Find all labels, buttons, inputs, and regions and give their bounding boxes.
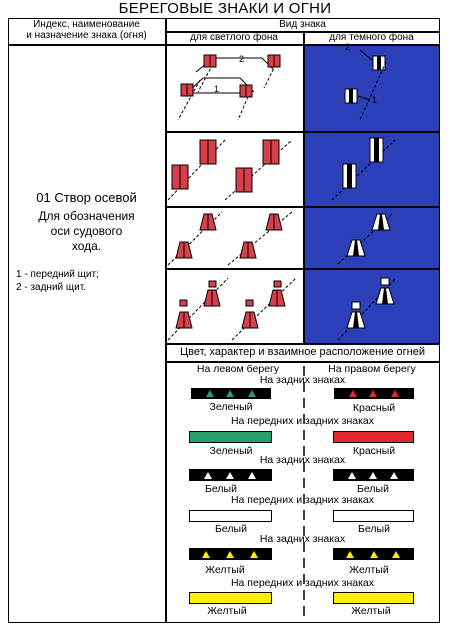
yellow-steady-strip-left — [189, 592, 272, 604]
white-label-3: Белый — [215, 523, 247, 535]
sign-legend: 1 - передний щит; 2 - задний щит. — [16, 269, 99, 293]
group2-front-rear-label: На передних и задних знаках — [230, 415, 375, 427]
red-flash-strip — [334, 388, 414, 399]
white-light-6 — [390, 472, 398, 479]
sign-name: 01 Створ осевой — [36, 190, 137, 205]
dark-label-2: 2 — [345, 42, 351, 52]
red-label-2: Красный — [352, 445, 396, 457]
page-title: БЕРЕГОВЫЕ ЗНАКИ И ОГНИ — [118, 0, 332, 17]
white-label-4: Белый — [358, 523, 390, 535]
dark-label-1: 1 — [372, 95, 378, 105]
green-label-1: Зеленый — [209, 401, 253, 413]
yellow-light-5 — [370, 551, 378, 558]
white-steady-strip-right — [333, 510, 414, 522]
right-bank-label: На правом берегу — [328, 363, 416, 375]
left-bank-label: На левом берегу — [196, 363, 280, 375]
group3-rear-label: На задних знаках — [259, 454, 346, 466]
white-steady-strip-left — [189, 510, 272, 522]
yellow-label-3: Желтый — [207, 605, 247, 617]
white-light-4 — [348, 472, 356, 479]
white-light-2 — [226, 472, 234, 479]
group1-rear-label: На задних знаках — [259, 374, 346, 386]
header-light-bg: для светлого фона — [190, 32, 278, 43]
red-light-3 — [391, 390, 399, 397]
white-flash-strip-right — [333, 469, 414, 481]
yellow-light-3 — [250, 551, 258, 558]
green-light-3 — [248, 390, 256, 397]
green-steady-strip — [189, 431, 272, 443]
yellow-light-2 — [226, 551, 234, 558]
yellow-steady-strip-right — [333, 592, 414, 604]
dark-rect-boards — [332, 138, 395, 200]
white-flash-strip-left — [189, 469, 272, 481]
white-light-1 — [204, 472, 212, 479]
yellow-light-6 — [392, 551, 400, 558]
header-dark-bg: для темного фона — [329, 32, 414, 43]
white-label-1: Белый — [205, 483, 237, 495]
group4-front-rear-label: На передних и задних знаках — [230, 494, 375, 506]
group6-front-rear-label: На передних и задних знаках — [230, 577, 375, 589]
group5-rear-label: На задних знаках — [259, 533, 346, 545]
yellow-label-4: Желтый — [351, 605, 391, 617]
lights-section-title: Цвет, характер и взаимное расположение огней — [179, 346, 425, 358]
green-flash-strip — [191, 388, 271, 399]
white-label-2: Белый — [357, 483, 389, 495]
dark-topmark-boards — [338, 278, 396, 340]
green-light-1 — [206, 390, 214, 397]
white-light-5 — [369, 472, 377, 479]
green-light-2 — [226, 390, 234, 397]
red-light-2 — [369, 390, 377, 397]
yellow-light-1 — [202, 551, 210, 558]
header-kind: Вид знака — [279, 19, 326, 30]
red-label-1: Красный — [352, 402, 396, 414]
sign-purpose: Для обозначения оси судового хода. — [38, 209, 135, 253]
header-index: Индекс, наименование и назначение знака (огня) — [26, 19, 147, 41]
yellow-label-2: Желтый — [349, 564, 389, 576]
red-steady-strip — [333, 431, 414, 443]
yellow-flash-strip-left — [189, 548, 272, 560]
yellow-light-4 — [346, 551, 354, 558]
dark-trapezoid-boards — [338, 214, 392, 264]
dark-plan-diagram — [345, 50, 386, 120]
red-light-1 — [349, 390, 357, 397]
light-label-2: 2 — [239, 54, 245, 64]
yellow-flash-strip-right — [333, 548, 414, 560]
light-rect-boards — [168, 140, 292, 200]
light-topmark-boards — [168, 278, 296, 340]
white-light-3 — [248, 472, 256, 479]
light-trapezoid-boards — [168, 212, 292, 265]
yellow-label-1: Желтый — [205, 564, 245, 576]
light-label-1: 1 — [214, 84, 220, 94]
green-label-2: Зеленый — [209, 445, 253, 457]
